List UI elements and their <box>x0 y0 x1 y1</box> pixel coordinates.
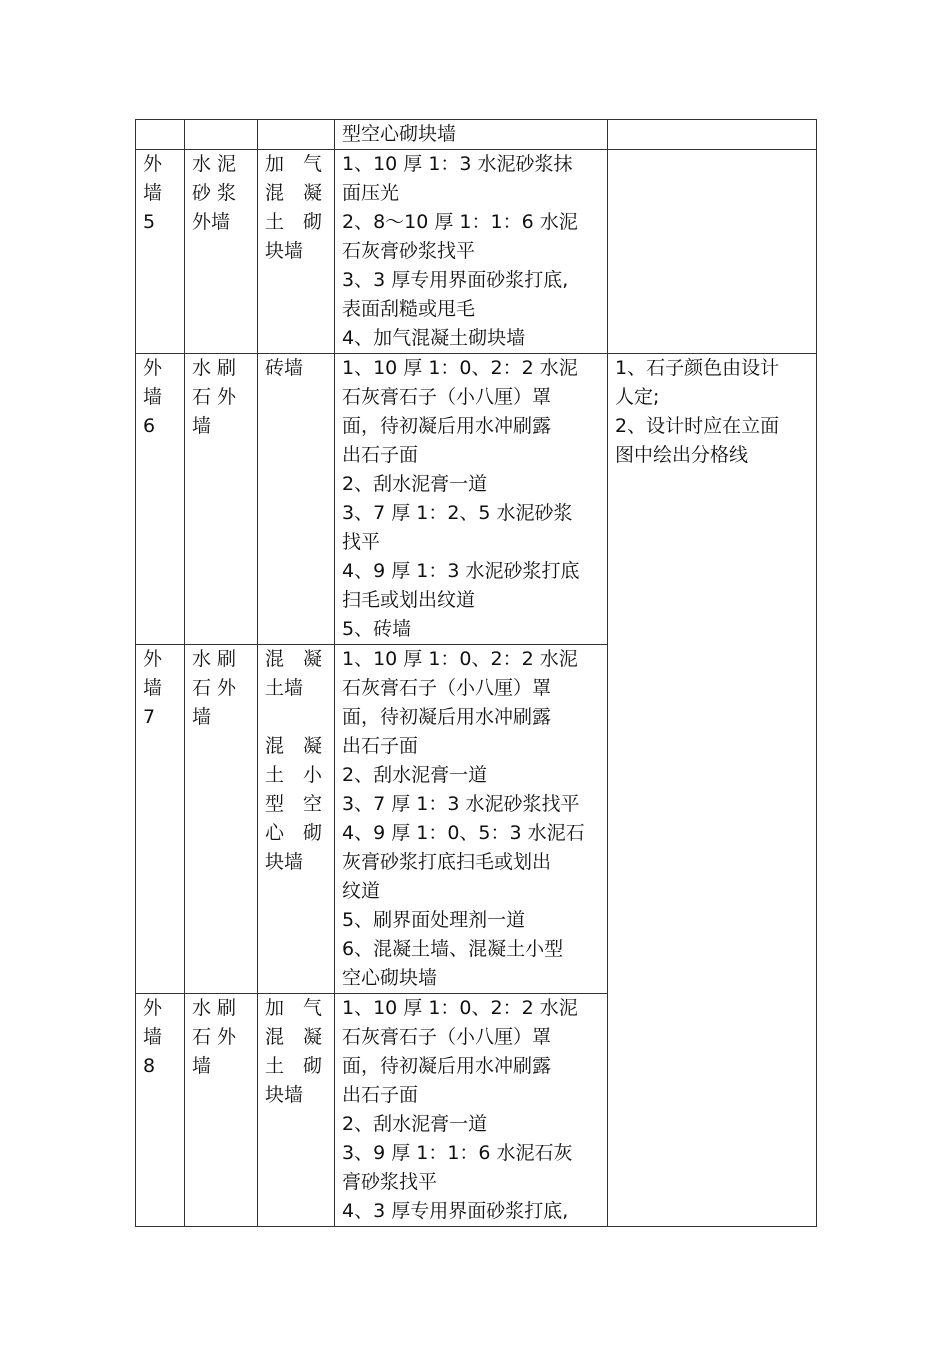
name-text: 水 泥 <box>192 153 237 175</box>
method-line: 扫毛或划出纹道 <box>342 589 476 611</box>
code-text: 8 <box>143 1055 156 1077</box>
code-text: 6 <box>143 415 156 437</box>
method-line: 4、3 厚专用界面砂浆打底, <box>342 1200 569 1222</box>
code-cell <box>136 994 185 1227</box>
method-line: 石灰膏砂浆找平 <box>342 240 476 262</box>
name-cell <box>185 645 258 994</box>
base-cell <box>258 994 335 1227</box>
base-text: 加 气 <box>265 997 323 1019</box>
base-text: 土墙 <box>265 677 304 699</box>
method-cell <box>335 994 608 1227</box>
method-line: 型空心砌块墙 <box>342 123 457 145</box>
base-text: 块墙 <box>265 1084 304 1106</box>
name-text: 水 刷 <box>192 357 237 379</box>
base-text: 土 砌 <box>265 211 323 233</box>
method-line: 石灰膏石子（小八厘）罩 <box>342 1026 552 1048</box>
table-row-wall-6 <box>136 354 817 645</box>
method-line: 5、刷界面处理剂一道 <box>342 909 526 931</box>
method-line: 2、刮水泥膏一道 <box>342 1113 488 1135</box>
remark-line: 1、石子颜色由设计 <box>615 357 780 379</box>
code-cell <box>136 150 185 354</box>
method-line: 2、刮水泥膏一道 <box>342 764 488 786</box>
method-line: 1、10 厚 1：0、2：2 水泥 <box>342 357 578 379</box>
code-cell <box>136 645 185 994</box>
remark-cell <box>608 354 817 1227</box>
name-text: 水 刷 <box>192 648 237 670</box>
name-text: 外墙 <box>192 211 231 233</box>
name-text: 墙 <box>192 415 212 437</box>
method-line: 6、混凝土墙、混凝土小型 <box>342 938 564 960</box>
base-cell <box>258 645 335 994</box>
method-line: 表面刮糙或甩毛 <box>342 298 476 320</box>
remark-line: 人定; <box>615 386 660 408</box>
base-text: 加 气 <box>265 153 323 175</box>
base-text: 混 凝 <box>265 182 323 204</box>
method-line: 出石子面 <box>342 735 419 757</box>
table-row-continued <box>136 120 817 150</box>
method-line: 灰膏砂浆打底扫毛或划出 <box>342 851 552 873</box>
code-text: 墙 <box>143 677 163 699</box>
base-text: 心 砌 <box>265 822 323 844</box>
method-line: 出石子面 <box>342 1084 419 1106</box>
method-line: 面，待初凝后用水冲刷露 <box>342 1055 552 1077</box>
code-text: 外 <box>143 997 163 1019</box>
name-cell <box>185 994 258 1227</box>
name-text: 石 外 <box>192 386 237 408</box>
name-text: 砂 浆 <box>192 182 237 204</box>
code-text: 墙 <box>143 182 163 204</box>
method-line: 空心砌块墙 <box>342 967 438 989</box>
base-text: 型 空 <box>265 793 323 815</box>
code-cell-empty <box>136 120 185 150</box>
base-cell <box>258 150 335 354</box>
method-line: 3、3 厚专用界面砂浆打底, <box>342 269 569 291</box>
method-line: 出石子面 <box>342 444 419 466</box>
method-line: 面，待初凝后用水冲刷露 <box>342 706 552 728</box>
code-text: 5 <box>143 211 156 233</box>
method-line: 2、8～10 厚 1：1：6 水泥 <box>342 211 578 233</box>
base-text: 块墙 <box>265 240 304 262</box>
base-text: 混 凝 <box>265 648 323 670</box>
code-cell <box>136 354 185 645</box>
code-text: 外 <box>143 648 163 670</box>
base-text: 砖墙 <box>265 357 304 379</box>
base-spacer <box>265 703 328 732</box>
base-text: 混 凝 <box>265 735 323 757</box>
code-text: 7 <box>143 706 156 728</box>
base-text: 土 砌 <box>265 1055 323 1077</box>
method-line: 5、砖墙 <box>342 618 412 640</box>
table-row-wall-5 <box>136 150 817 354</box>
name-text: 墙 <box>192 706 212 728</box>
method-line: 膏砂浆找平 <box>342 1171 438 1193</box>
method-cell <box>335 354 608 645</box>
method-line: 3、7 厚 1：3 水泥砂浆找平 <box>342 793 580 815</box>
base-cell-empty <box>258 120 335 150</box>
method-line: 面压光 <box>342 182 400 204</box>
name-cell-empty <box>185 120 258 150</box>
method-line: 4、加气混凝土砌块墙 <box>342 327 526 349</box>
code-text: 外 <box>143 357 163 379</box>
remark-cell-empty <box>608 150 817 354</box>
base-text: 土 小 <box>265 764 323 786</box>
method-line: 1、10 厚 1：3 水泥砂浆抹 <box>342 153 573 175</box>
name-text: 墙 <box>192 1055 212 1077</box>
code-text: 外 <box>143 153 163 175</box>
method-line: 纹道 <box>342 880 381 902</box>
method-line: 石灰膏石子（小八厘）罩 <box>342 677 552 699</box>
remark-line: 2、设计时应在立面 <box>615 415 780 437</box>
base-cell <box>258 354 335 645</box>
method-line: 石灰膏石子（小八厘）罩 <box>342 386 552 408</box>
method-line: 4、9 厚 1：0、5：3 水泥石 <box>342 822 585 844</box>
method-line: 1、10 厚 1：0、2：2 水泥 <box>342 648 578 670</box>
name-text: 石 外 <box>192 1026 237 1048</box>
method-line: 面，待初凝后用水冲刷露 <box>342 415 552 437</box>
method-line: 3、7 厚 1：2、5 水泥砂浆 <box>342 502 573 524</box>
code-text: 墙 <box>143 1026 163 1048</box>
method-line: 找平 <box>342 531 381 553</box>
method-line: 1、10 厚 1：0、2：2 水泥 <box>342 997 578 1019</box>
name-cell <box>185 150 258 354</box>
wall-finish-table <box>135 119 817 1227</box>
base-text: 混 凝 <box>265 1026 323 1048</box>
name-text: 石 外 <box>192 677 237 699</box>
code-text: 墙 <box>143 386 163 408</box>
method-line: 4、9 厚 1：3 水泥砂浆打底 <box>342 560 580 582</box>
method-cell <box>335 120 608 150</box>
remark-line: 图中绘出分格线 <box>615 444 749 466</box>
name-text: 水 刷 <box>192 997 237 1019</box>
method-cell <box>335 150 608 354</box>
remark-cell-empty <box>608 120 817 150</box>
method-line: 3、9 厚 1：1：6 水泥石灰 <box>342 1142 573 1164</box>
method-cell <box>335 645 608 994</box>
method-line: 2、刮水泥膏一道 <box>342 473 488 495</box>
name-cell <box>185 354 258 645</box>
base-text: 块墙 <box>265 851 304 873</box>
